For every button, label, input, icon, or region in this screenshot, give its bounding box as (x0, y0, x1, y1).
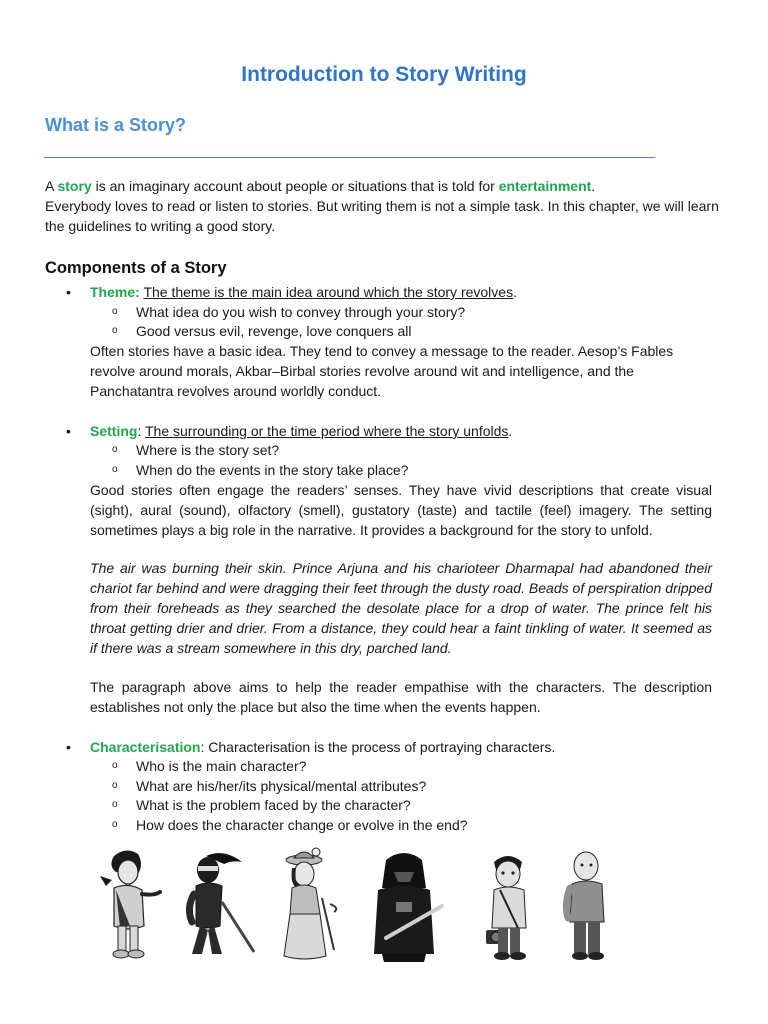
circle-bullet-icon: o (112, 760, 118, 771)
setting-definition: The surrounding or the time period where the story unfolds (144, 423, 509, 439)
theme-definition: The theme is the main idea around which the story revolves (143, 284, 514, 300)
circle-bullet-icon: o (112, 464, 118, 475)
circle-bullet-icon: o (112, 444, 118, 455)
document-page: Introduction to Story Writing What is a Story? A story is an imaginary account about people or situations that is told for entertainment. Everybody loves to read or listen to stories. But writing them is not a simple task. In this chapter, we will learn the guidelines to writing a good story. Components of a Story • Theme: The theme is the main idea around which the story revolves. o What idea do you wish to convey through your story? o Good versus evil, revenge, love conquers all Often stories have a basic idea. They tend to convey a message to the reader. Aesop’s Fables revolve around morals, Akbar–Birbal stories revolve around wit and intelligence, and the Panchatantra revolves around worldly conduct. • Setting: The surrounding or the time period where the story unfolds. o Where is the story set? o When do the events in the story take place? Good stories often engage the readers’ senses. They have vivid descriptions that create visual (sight), aural (sound), olfactory (smell), gustatory (taste) and tactile (feel) imagery. The setting sometimes plays a big role in the narrative. It provides a background for the story to unfold. The air was burning their skin. Prince Arjuna and his charioteer Dharmapal had abandoned their chariot far behind and were dragging their feet through the dusty road. Beads of perspiration dripped from their foreheads as they searched the desolate place for a drop of water. The prince felt his throat getting drier and drier. From a distance, they could hear a faint tinkling of water. It seemed as if there was a stream somewhere in this dry, parched land. The paragraph above aims to help the reader empathise with the characters. The description establishes not only the place but also the time when the events happen. • Characterisation: Characterisation is the process of portraying characters. o Who is the main character? o What are his/her/its physical/mental attributes? o What is the problem faced by the character? o How does the character change or evolve in the end? (0, 0, 768, 1024)
character-illustrations (94, 842, 614, 970)
story-keyword: story (57, 178, 92, 194)
components-heading: Components of a Story (45, 259, 227, 277)
theme-bullet: Theme: The theme is the main idea around which the story revolves. (90, 284, 517, 300)
bearded-man-figure (100, 850, 160, 958)
setting-example: The air was burning their skin. Prince Arjuna and his charioteer Dharmapal had abandoned their chariot far behind and were dragging their feet through the dusty road. Beads of perspiration dripped from their foreheads as they searched the desolate place for a drop of water. The prince felt his throat getting drier and drier. From a distance, they could hear a faint tinkling of water. It seemed as if there was a stream somewhere in this dry, parched land. (90, 560, 712, 656)
characterisation-label: Characterisation (90, 739, 201, 755)
setting-bullet: Setting: The surrounding or the time period where the story unfolds. (90, 423, 513, 439)
circle-bullet-icon: o (112, 819, 118, 830)
dark-helmet-figure (374, 853, 442, 962)
circle-bullet-icon: o (112, 306, 118, 317)
bullet-icon: • (66, 284, 71, 300)
setting-explanation: The paragraph above aims to help the reader empathise with the characters. The description establishes not only the place but also the time when the events happen. (90, 679, 712, 715)
section-heading: What is a Story? (45, 115, 187, 135)
circle-bullet-icon: o (112, 799, 118, 810)
intro-paragraph: A story is an imaginary account about people or situations that is told for entertainment. Everybody loves to read or listen to stories. But writing them is not a simple task. In this chapter, we will learn the guidelines to writing a good story. (45, 178, 719, 234)
setting-paragraph: Good stories often engage the readers’ senses. They have vivid descriptions that create visual (sight), aural (sound), olfactory (smell), gustatory (taste) and tactile (feel) imagery. The setting sometimes plays a big role in the narrative. It provides a background for the story to unfold. (90, 482, 712, 538)
circle-bullet-icon: o (112, 325, 118, 336)
characterisation-bullet: Characterisation: Characterisation is the process of portraying characters. (90, 739, 556, 755)
theme-paragraph: Often stories have a basic idea. They tend to convey a message to the reader. Aesop’s Fables revolve around morals, Akbar–Birbal stories revolve around wit and intelligence, and the Panchatantra revolves around worldly conduct. (90, 343, 674, 399)
circle-bullet-icon: o (112, 780, 118, 791)
bald-man-figure (566, 852, 604, 960)
bullet-icon: • (66, 739, 71, 755)
page-title: Introduction to Story Writing (241, 63, 527, 86)
bullet-icon: • (66, 423, 71, 439)
entertainment-keyword: entertainment (498, 178, 592, 194)
ninja-figure (189, 853, 254, 954)
lady-figure (284, 848, 336, 959)
setting-label: Setting (90, 423, 138, 439)
heading-divider (44, 157, 655, 158)
theme-label: Theme: (90, 284, 140, 300)
photographer-figure (486, 856, 526, 960)
